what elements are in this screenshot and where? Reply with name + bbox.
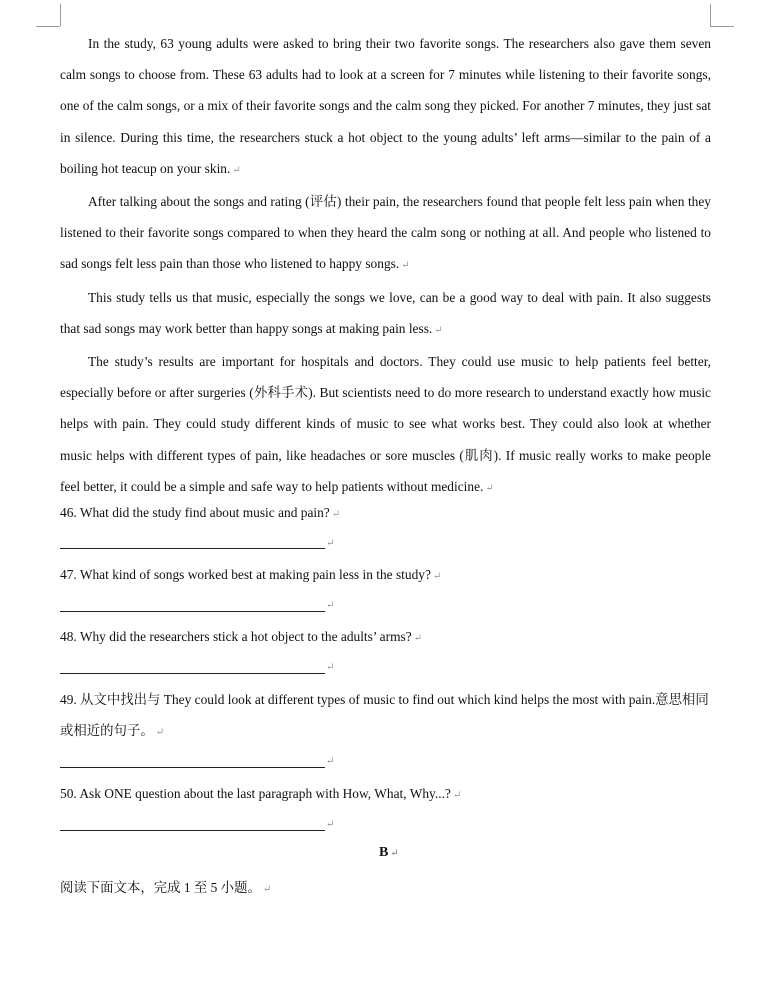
passage-paragraph	[60, 28, 711, 186]
answer-line-48[interactable]	[60, 673, 325, 674]
section-label: B	[379, 845, 389, 860]
paragraph-mark-icon: ↵	[434, 324, 443, 336]
answer-line-49[interactable]	[60, 767, 325, 768]
paragraph-mark-icon: ↵	[326, 600, 335, 611]
paragraph-mark-icon: ↵	[401, 260, 410, 272]
paragraph-mark-icon: ↵	[232, 164, 241, 176]
paragraph-text: In the study, 63 young adults were asked to bring their two favorite songs. The researchers also gave them seven calm songs to choose from. These 63 adults had to look at a screen for 7 minutes while listening to their favorite songs, one of the calm songs, or a mix of their favorite songs and the calm song they picked. For another 7 minutes, they just sat in silence. During this time, the researchers stuck a hot object to the young adults’ left arms—similar to the pain of a boiling hot teacup on your skin.	[60, 36, 711, 176]
question-46	[60, 504, 340, 524]
passage-paragraph	[60, 186, 711, 282]
paragraph-mark-icon: ↵	[452, 790, 462, 801]
question-text: 49. 从文中找出与 They could look at different types of music to find out which kind helps the most with pain.意思相同或相近的句子。	[60, 692, 709, 738]
question-48	[60, 628, 422, 648]
paragraph-mark-icon: ↵	[413, 633, 423, 644]
crop-mark-top-left	[60, 4, 61, 26]
answer-line-50[interactable]	[60, 830, 325, 831]
question-text: 47. What kind of songs worked best at making pain less in the study?	[60, 567, 431, 582]
section-heading	[379, 845, 399, 861]
answer-line-46[interactable]	[60, 548, 325, 549]
passage-paragraph	[60, 346, 711, 504]
paragraph-mark-icon: ↵	[262, 884, 272, 895]
passage-paragraph	[60, 282, 711, 346]
paragraph-mark-icon: ↵	[326, 538, 335, 549]
question-47	[60, 566, 441, 586]
question-text: 46. What did the study find about music and pain?	[60, 505, 330, 520]
crop-mark-top-right	[710, 4, 711, 26]
paragraph-mark-icon: ↵	[331, 509, 341, 520]
passage	[60, 28, 711, 504]
paragraph-mark-icon: ↵	[155, 727, 165, 738]
crop-mark-top-right	[710, 26, 734, 27]
paragraph-mark-icon: ↵	[326, 756, 335, 767]
paragraph-mark-icon: ↵	[390, 848, 399, 859]
paragraph-mark-icon: ↵	[326, 662, 335, 673]
crop-mark-top-left	[36, 26, 60, 27]
question-text: 50. Ask ONE question about the last paragraph with How, What, Why...?	[60, 786, 451, 801]
paragraph-mark-icon: ↵	[432, 571, 442, 582]
paragraph-text: The study’s results are important for hospitals and doctors. They could use music to help patients feel better, especially before or after surgeries (外科手术). But scientists need to do more research to understand exactly how music helps with pain. They could study different kinds of music to see what works best. They could also look at whether music helps with different types of pain, like headaches or sore muscles (肌肉). If music really works to make people feel better, it could be a simple and safe way to help patients without medicine.	[60, 354, 711, 494]
section-instruction	[60, 877, 271, 896]
paragraph-mark-icon: ↵	[485, 482, 494, 494]
paragraph-text: This study tells us that music, especially the songs we love, can be a good way to deal with pain. It also suggests that sad songs may work better than happy songs at making pain less.	[60, 289, 711, 336]
paragraph-mark-icon: ↵	[326, 819, 335, 830]
question-49	[60, 684, 711, 748]
paragraph-text: After talking about the songs and rating (评估) their pain, the researchers found that people felt less pain when they listened to their favorite songs compared to when they heard the calm song or nothing at all. And people who listened to sad songs felt less pain than those who listened to happy songs.	[60, 194, 711, 272]
instruction-text: 阅读下面文本，完成 1 至 5 小题。	[60, 880, 261, 895]
question-50	[60, 785, 461, 805]
answer-line-47[interactable]	[60, 611, 325, 612]
question-text: 48. Why did the researchers stick a hot object to the adults’ arms?	[60, 629, 412, 644]
